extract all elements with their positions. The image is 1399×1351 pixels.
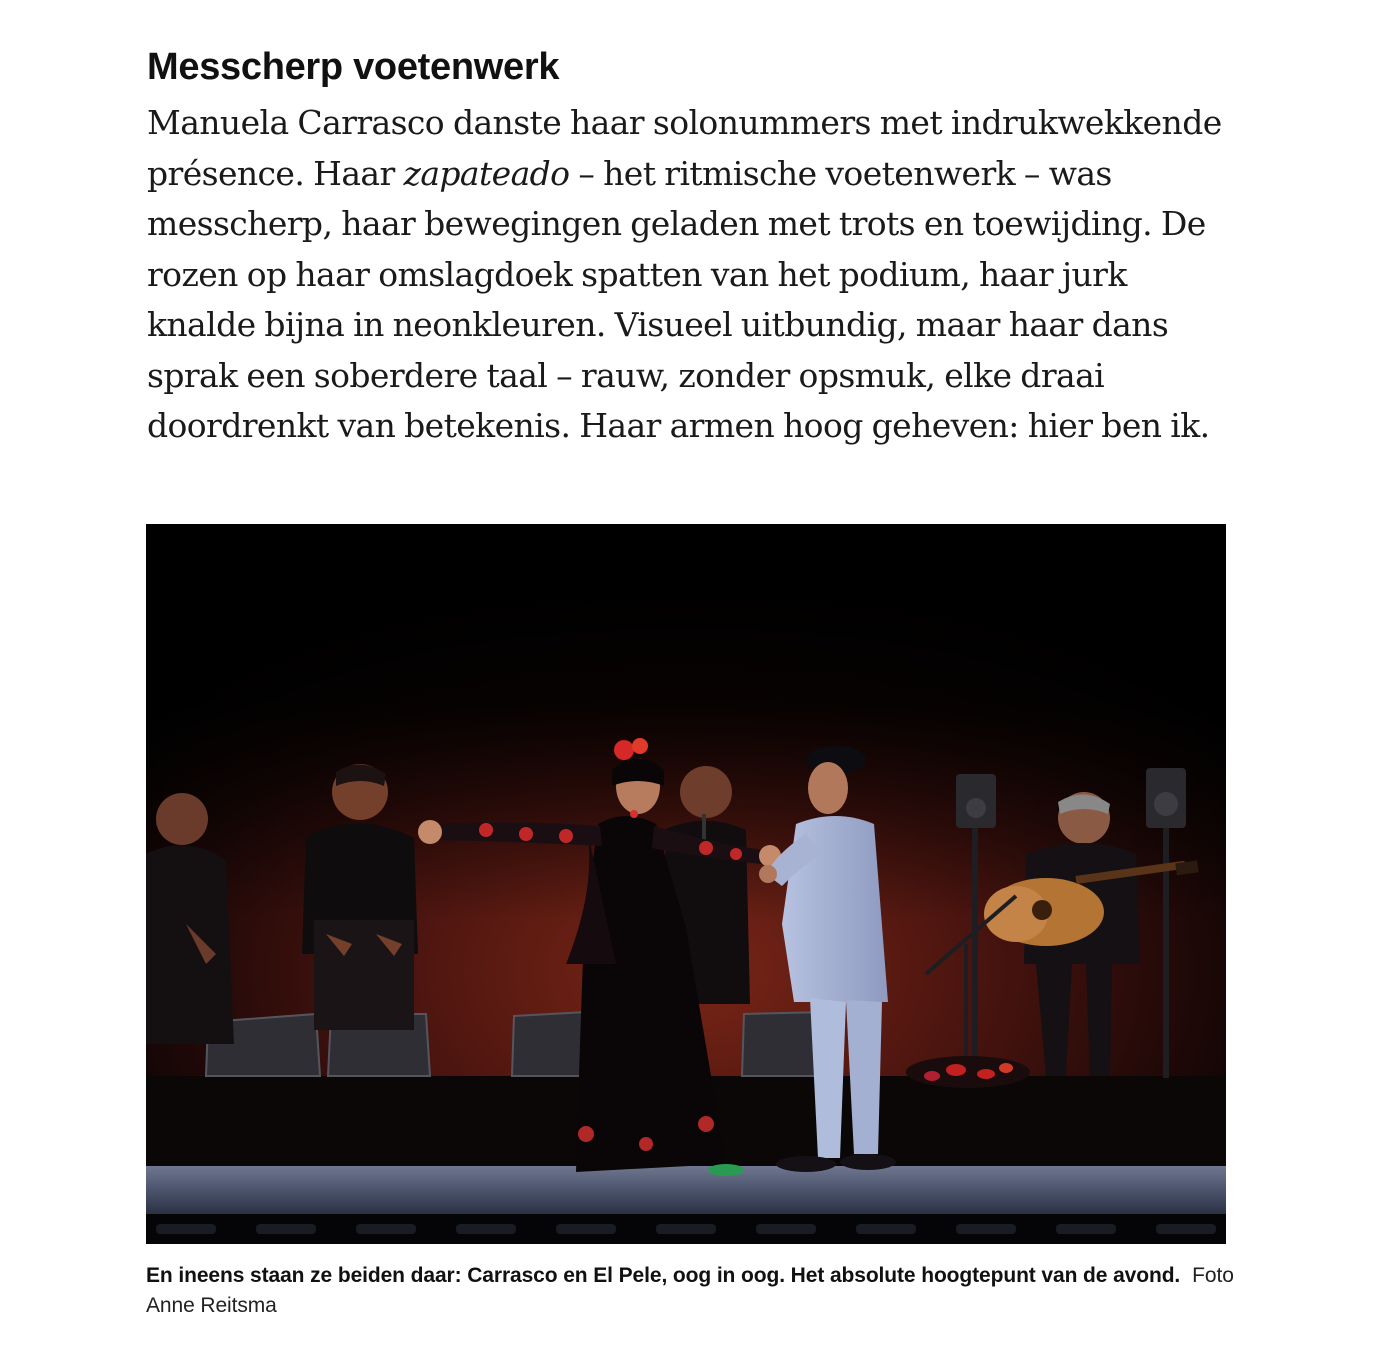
- paragraph-italic-term: zapateado: [403, 153, 570, 193]
- paragraph-text-start: Manuela Carrasco danste haar solonummers met indrukwekkende présence. Haar: [147, 103, 1222, 193]
- caption-text: En ineens staan ze beiden daar: Carrasco en El Pele, oog in oog. Het absolute hoogtepunt van de avond.: [146, 1264, 1181, 1287]
- section-heading: Messcherp voetenwerk: [147, 46, 560, 88]
- paragraph-text-end: – het ritmische voetenwerk – was messcherp, haar bewegingen geladen met trots en toewijding. De rozen op haar omslagdoek spatten van het podium, haar jurk knalde bijna in neonkleuren. Visueel uitbundig, maar haar dans sprak een soberdere taal – rauw, zonder opsmuk, elke draai doordrenkt van betekenis. Haar armen hoog geheven: hier ben ik.: [147, 153, 1210, 445]
- body-paragraph: [147, 98, 1232, 452]
- stage-photo-illustration: [146, 524, 1226, 1244]
- article-section: [147, 40, 1227, 452]
- photo-credit: Foto Anne Reitsma: [146, 1264, 1234, 1317]
- photo-caption: [146, 1261, 1236, 1321]
- article-figure: [146, 524, 1234, 1321]
- stage-photo[interactable]: [146, 524, 1226, 1244]
